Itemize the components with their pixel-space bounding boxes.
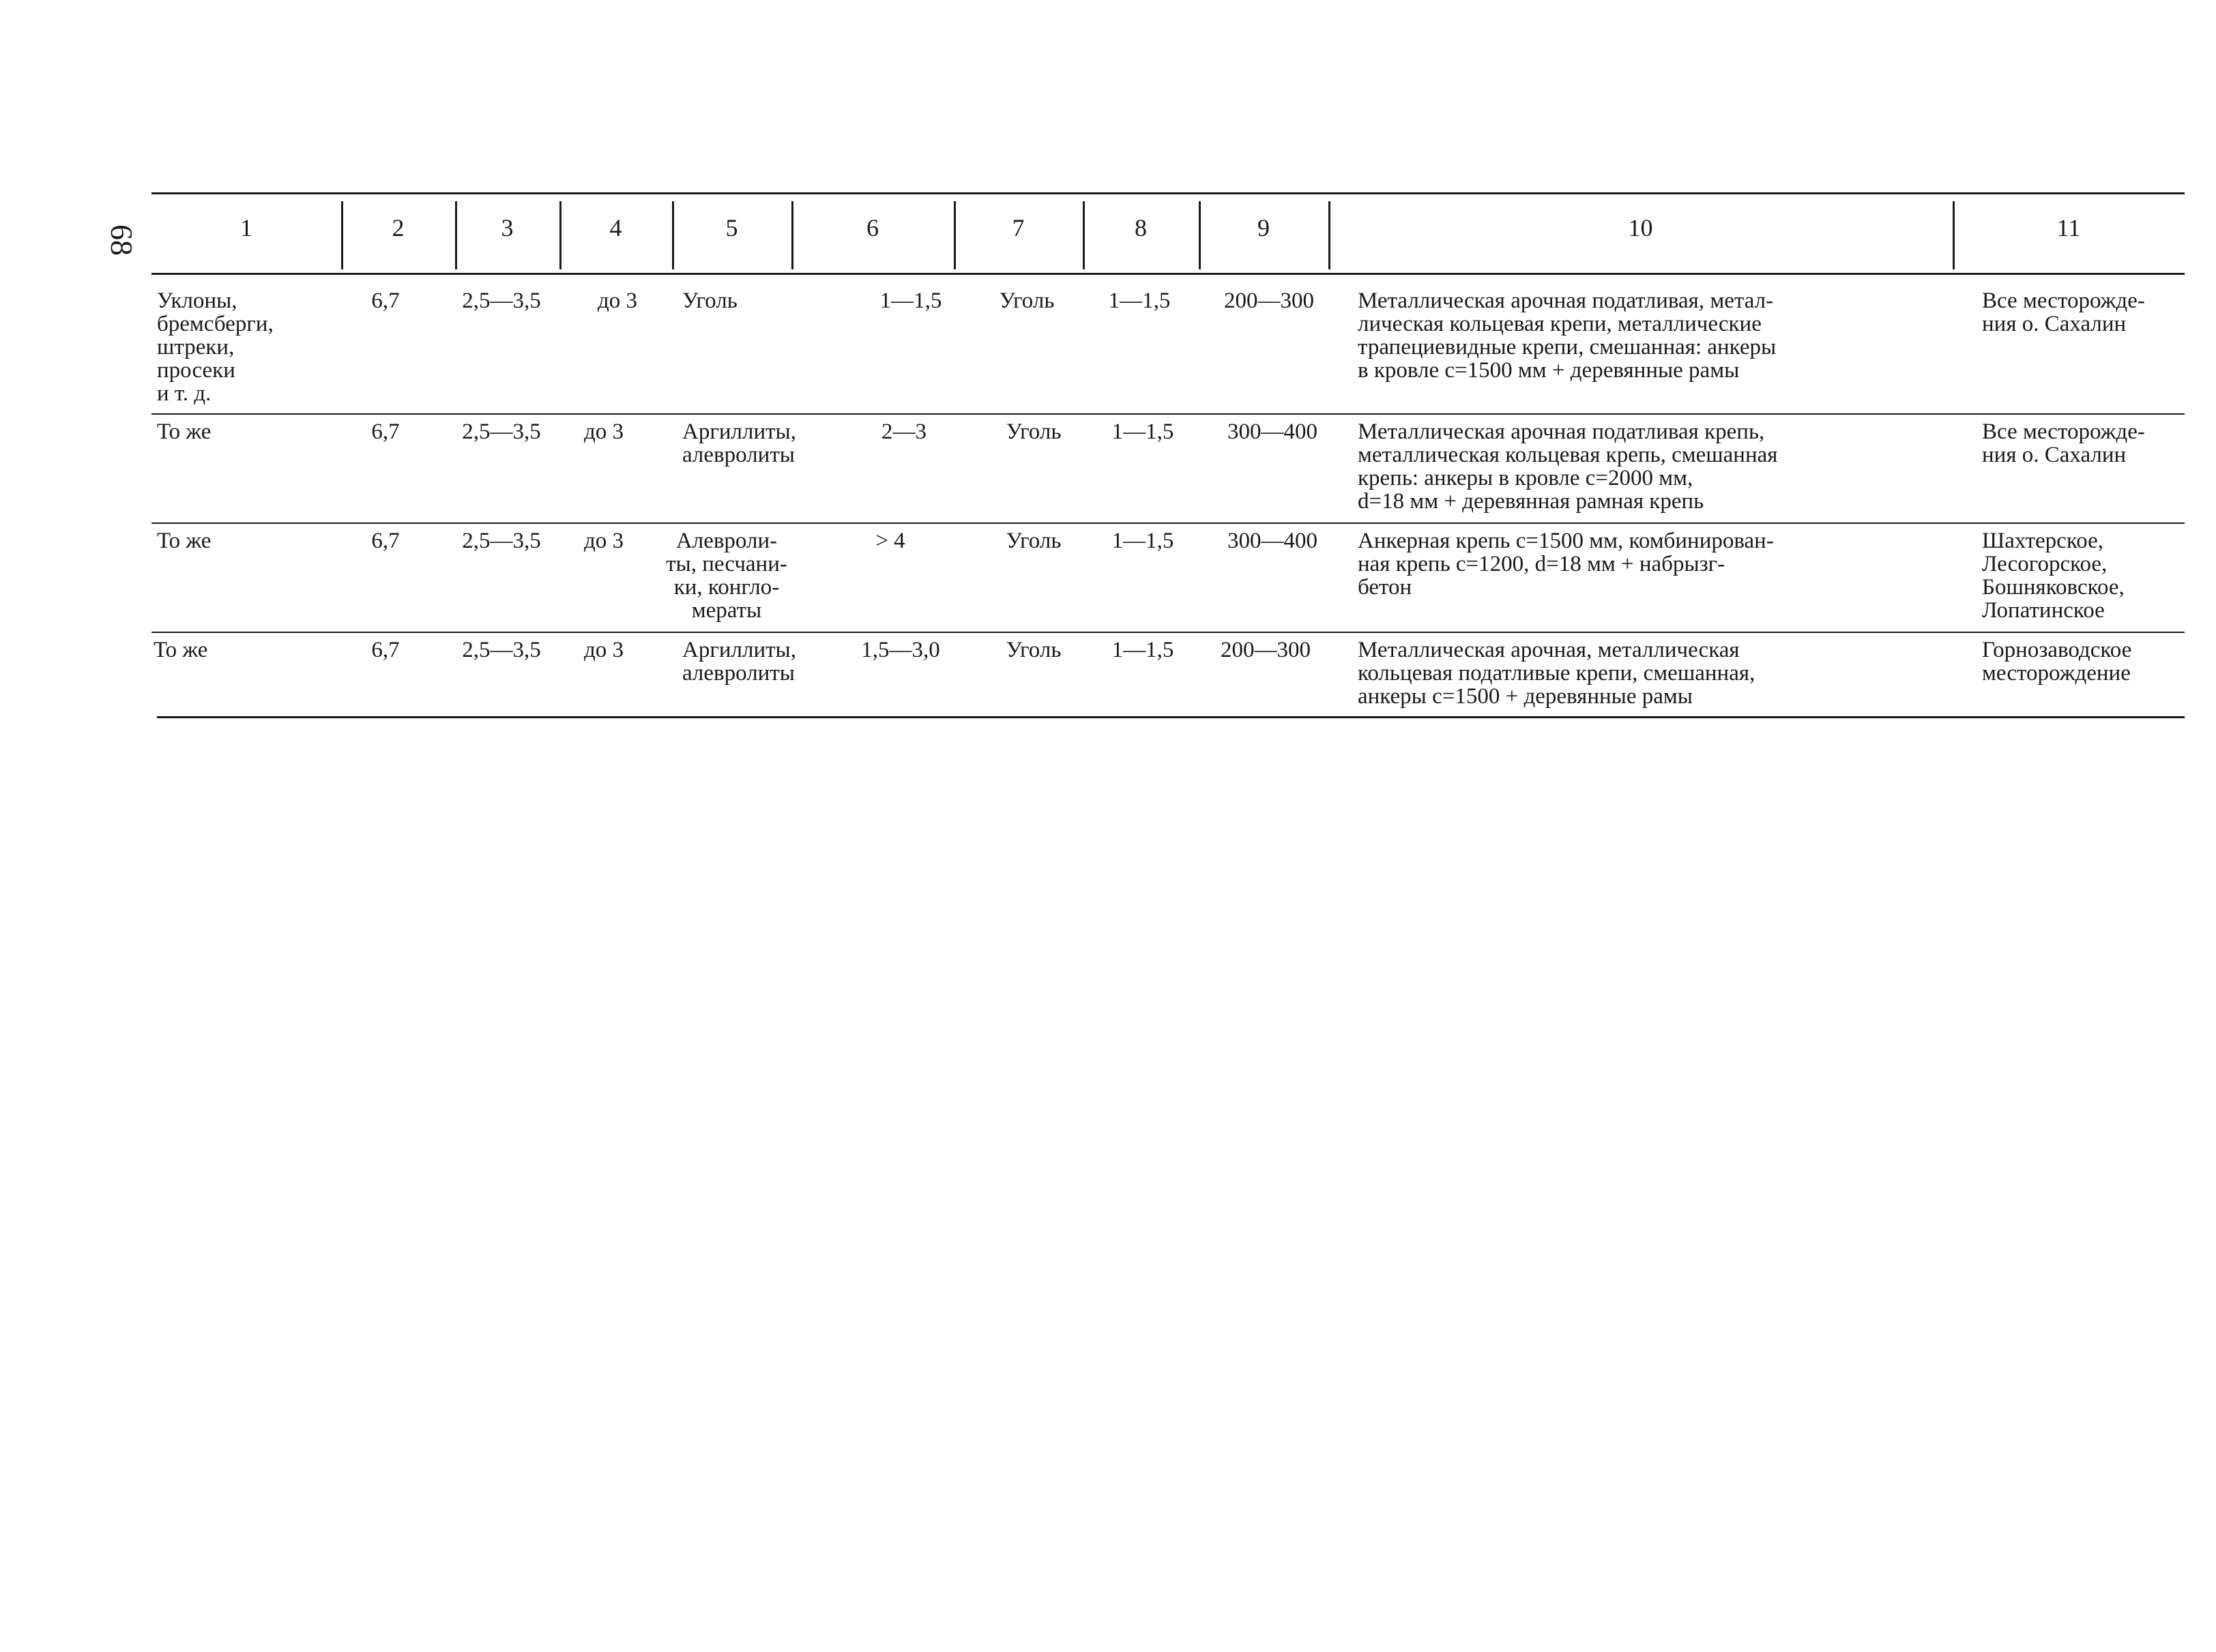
cell-col5: Аргиллиты, алевролиты — [682, 638, 796, 685]
column-header: 5 — [725, 214, 738, 241]
cell-col8: 1—1,5 — [1108, 289, 1171, 313]
cell-col4: до 3 — [583, 638, 624, 662]
cell-col8: 1—1,5 — [1111, 419, 1174, 444]
column-header: 6 — [866, 214, 879, 241]
cell-col7: Уголь — [1006, 529, 1062, 553]
cell-col8: 1—1,5 — [1111, 638, 1174, 662]
cell-col5: Аргиллиты, алевролиты — [682, 419, 796, 467]
row-divider — [151, 413, 2185, 415]
cell-col3: 2,5—3,5 — [462, 289, 541, 313]
cell-deposit: Горнозаводское месторождение — [1982, 638, 2132, 685]
cell-col4: до 3 — [583, 529, 624, 553]
cell-working-type: Уклоны, бремсберги, штреки, просеки и т. д. — [157, 289, 274, 406]
cell-col7: Уголь — [1006, 638, 1062, 662]
cell-col9: 200—300 — [1221, 638, 1311, 662]
cell-col2: 6,7 — [371, 419, 400, 444]
table-bottom-rule — [157, 716, 2185, 718]
cell-col4: до 3 — [583, 419, 624, 444]
cell-col6: 1—1,5 — [879, 289, 942, 313]
cell-col7: Уголь — [999, 289, 1055, 313]
cell-col9: 300—400 — [1227, 529, 1317, 553]
header-bottom-rule — [151, 273, 2185, 275]
cell-deposit: Все месторожде- ния о. Сахалин — [1982, 419, 2145, 467]
cell-col6: 1,5—3,0 — [861, 638, 940, 662]
cell-col5: Уголь — [682, 289, 738, 313]
cell-col3: 2,5—3,5 — [462, 638, 541, 662]
column-header: 3 — [501, 214, 514, 241]
column-header: 1 — [240, 214, 252, 241]
cell-working-type: То же — [157, 529, 212, 553]
cell-col2: 6,7 — [371, 638, 400, 662]
column-header: 2 — [392, 214, 405, 241]
cell-col3: 2,5—3,5 — [462, 529, 541, 553]
cell-working-type: То же — [154, 638, 208, 662]
cell-col2: 6,7 — [371, 289, 400, 313]
column-header: 7 — [1012, 214, 1025, 241]
cell-support-type: Металлическая арочная, металлическая кольцевая податливые крепи, смешанная, анкеры c=1500 + деревянные рамы — [1358, 638, 1755, 709]
cell-col7: Уголь — [1006, 419, 1062, 444]
cell-deposit: Шахтерское, Лесогорское, Бошняковское, Лопатинское — [1982, 529, 2125, 623]
cell-col6: 2—3 — [881, 419, 927, 444]
cell-col8: 1—1,5 — [1111, 529, 1174, 553]
cell-working-type: То же — [157, 419, 212, 444]
column-header: 9 — [1257, 214, 1270, 241]
column-header: 8 — [1135, 214, 1147, 241]
column-header: 10 — [1628, 214, 1653, 241]
cell-deposit: Все месторожде- ния о. Сахалин — [1982, 289, 2145, 336]
column-header: 11 — [2056, 214, 2081, 241]
cell-col9: 300—400 — [1227, 419, 1317, 444]
cell-col5: Алевроли- ты, песчани- ки, конгло- мераты — [666, 529, 787, 623]
cell-col2: 6,7 — [371, 529, 400, 553]
cell-col4: до 3 — [597, 289, 638, 313]
cell-support-type: Металлическая арочная податливая, метал- лическая кольцевая крепи, металлические трапециевидные крепи, смешанная: анкеры в кровле c=1500 мм + деревянные рамы — [1358, 289, 1777, 383]
cell-support-type: Металлическая арочная податливая крепь, металлическая кольцевая крепь, смешанная крепь: анкеры в кровле c=2000 мм, d=18 мм + деревянная рамная крепь — [1358, 419, 1778, 514]
column-header: 4 — [609, 214, 622, 241]
cell-col6: > 4 — [875, 529, 905, 553]
cell-support-type: Анкерная крепь c=1500 мм, комбинирован- ная крепь c=1200, d=18 мм + набрызг- бетон — [1358, 529, 1774, 600]
row-divider — [151, 522, 2185, 524]
table-top-rule — [151, 192, 2185, 194]
page-number: 68 — [104, 224, 139, 256]
cell-col9: 200—300 — [1224, 289, 1314, 313]
row-divider — [151, 632, 2185, 633]
cell-col3: 2,5—3,5 — [462, 419, 541, 444]
